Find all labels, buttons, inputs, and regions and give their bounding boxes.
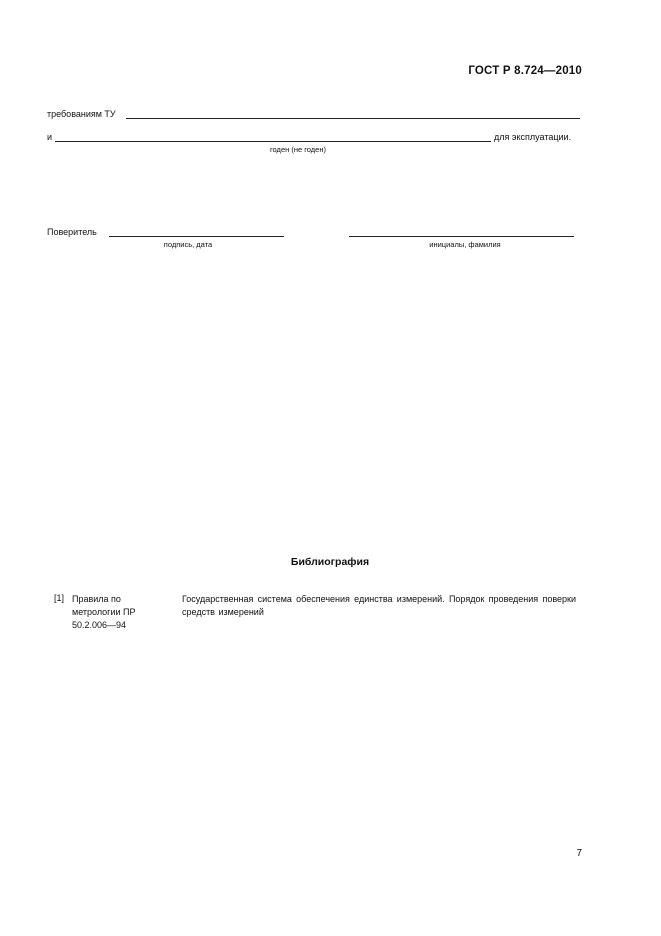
bibliography-entry-source: Правила по метрологии ПР 50.2.006—94 bbox=[72, 594, 136, 630]
conjunction-label: и bbox=[47, 132, 53, 142]
requirements-underline bbox=[126, 118, 580, 119]
fitness-underline bbox=[55, 141, 491, 142]
signature-underline bbox=[109, 236, 284, 237]
fitness-hint: годен (не годен) bbox=[269, 145, 326, 154]
bibliography-entry-description: Государственная система обеспечения единства измерений. Порядок проведения поверки средств измерений bbox=[182, 594, 576, 617]
page-number: 7 bbox=[576, 848, 582, 859]
standard-code: ГОСТ Р 8.724—2010 bbox=[468, 65, 582, 77]
name-underline bbox=[349, 236, 574, 237]
signature-hint: подпись, дата bbox=[163, 240, 213, 249]
verifier-label: Поверитель bbox=[47, 227, 97, 237]
operation-label: для эксплуатации. bbox=[494, 132, 572, 142]
bibliography-title: Библиография bbox=[290, 556, 370, 568]
bibliography-entry-number: [1] bbox=[54, 593, 65, 603]
name-hint: инициалы, фамилия bbox=[429, 240, 501, 249]
requirements-label: требованиям ТУ bbox=[47, 109, 116, 119]
